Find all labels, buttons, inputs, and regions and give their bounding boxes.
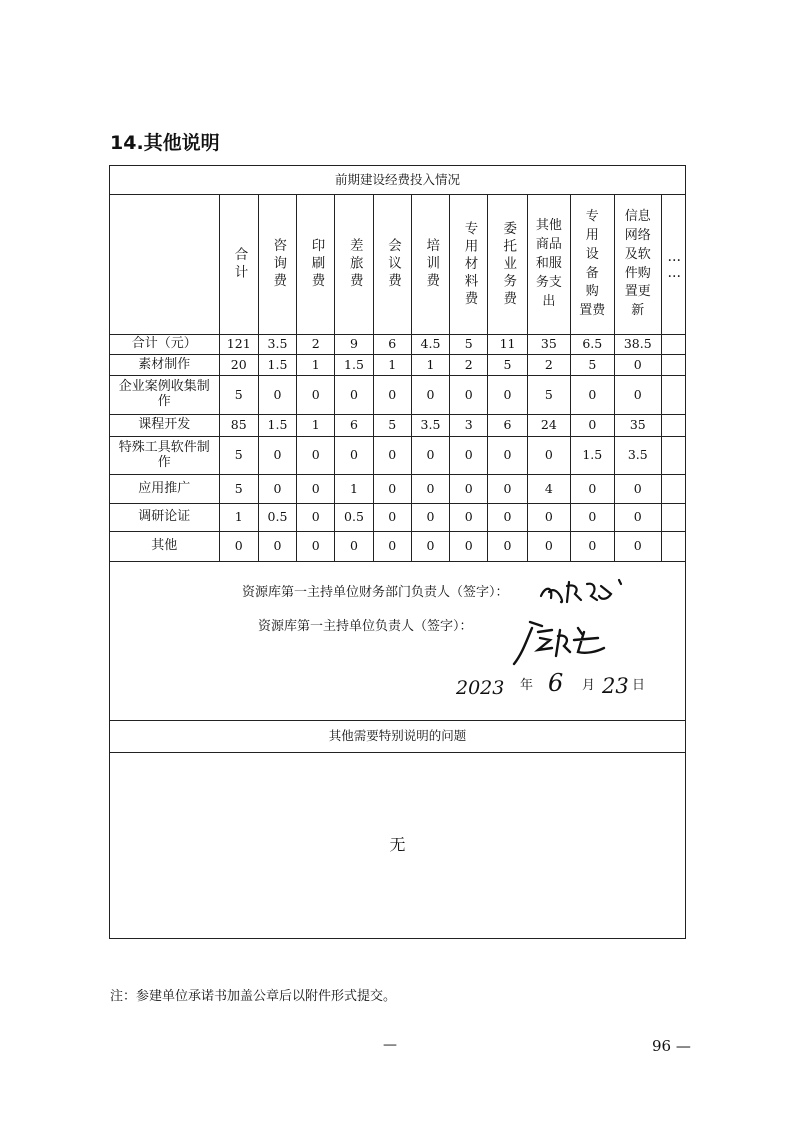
page-number: 96 — (652, 1037, 691, 1055)
table-cell: 0 (373, 437, 411, 475)
col-header-entrusted: 委托业务费 (488, 195, 527, 335)
table-cell: 6 (488, 415, 527, 437)
col-header-equipment: 专 用 设 备 购 置费 (571, 195, 614, 335)
col-header-training: 培训费 (411, 195, 449, 335)
table-cell: 3.5 (411, 415, 449, 437)
table-cell: 0 (258, 437, 296, 475)
table-cell: 0 (488, 532, 527, 562)
table-cell: 1 (219, 504, 258, 532)
table-cell: 1 (297, 415, 335, 437)
table-cell-empty (662, 504, 686, 532)
table-cell: 0 (450, 437, 488, 475)
table-row (110, 415, 686, 437)
table-row (110, 504, 686, 532)
table-cell: 2 (450, 355, 488, 376)
table-cell-empty (662, 437, 686, 475)
table-cell: 0 (411, 532, 449, 562)
table-cell: 9 (335, 335, 373, 355)
date-year: 2023 (456, 677, 505, 699)
table-cell: 0 (614, 504, 662, 532)
table-cell: 0 (258, 475, 296, 504)
table-cell: 1.5 (335, 355, 373, 376)
table-cell: 0 (488, 504, 527, 532)
table-cell: 0 (219, 532, 258, 562)
table-cell: 0 (488, 437, 527, 475)
table-cell: 0 (373, 475, 411, 504)
table-cell: 5 (488, 355, 527, 376)
date-yue: 月 (582, 678, 596, 693)
table-cell: 0 (373, 376, 411, 415)
table-cell: 11 (488, 335, 527, 355)
table-cell-empty (662, 376, 686, 415)
table-cell: 6 (335, 415, 373, 437)
table-cell: 5 (527, 376, 570, 415)
table-cell: 0 (411, 475, 449, 504)
table-cell: 5 (373, 415, 411, 437)
section-title: 14.其他说明 (110, 132, 220, 154)
col-header-total: 合计 (219, 195, 258, 335)
table-cell: 0 (297, 532, 335, 562)
footnote: 注：参建单位承诺书加盖公章后以附件形式提交。 (110, 989, 397, 1004)
date-month: 6 (548, 669, 564, 697)
table-cell: 1.5 (571, 437, 614, 475)
table-cell: 2 (527, 355, 570, 376)
table-cell: 0 (450, 504, 488, 532)
finance-signature-label: 资源库第一主持单位财务部门负责人（签字）： (242, 585, 509, 600)
signature-section (110, 562, 686, 721)
col-header-consult: 咨询费 (258, 195, 296, 335)
table-cell: 0 (258, 376, 296, 415)
table-cell: 6 (373, 335, 411, 355)
table-cell: 0.5 (258, 504, 296, 532)
col-header-travel: 差旅费 (335, 195, 373, 335)
table-cell: 0 (258, 532, 296, 562)
date-day: 23 (602, 674, 629, 698)
table-cell: 1.5 (258, 355, 296, 376)
row-label: 素材制作 (110, 355, 220, 376)
table-cell: 0 (411, 504, 449, 532)
table-cell: 0 (614, 355, 662, 376)
table-row (110, 437, 686, 475)
col-header-material: 专用材料费 (450, 195, 488, 335)
table-cell: 0 (450, 532, 488, 562)
table-cell: 0 (571, 415, 614, 437)
table-cell: 5 (571, 355, 614, 376)
table-row (110, 335, 686, 355)
table-cell: 0 (488, 475, 527, 504)
col-header-print: 印刷费 (297, 195, 335, 335)
row-label: 企业案例收集制作 (110, 376, 220, 415)
head-signature (508, 614, 608, 674)
table-cell: 20 (219, 355, 258, 376)
table-cell: 0 (335, 376, 373, 415)
table-cell-empty (662, 415, 686, 437)
table-cell: 0 (614, 532, 662, 562)
row-label: 应用推广 (110, 475, 220, 504)
other-section-header: 其他需要特别说明的问题 (110, 721, 686, 753)
col-header-ellipsis: …… (662, 195, 686, 335)
table-cell: 0 (571, 376, 614, 415)
other-section-content: 无 (110, 753, 686, 939)
table-cell: 0 (527, 437, 570, 475)
table-cell: 0 (614, 376, 662, 415)
head-signature-label: 资源库第一主持单位负责人（签字）： (258, 619, 473, 634)
table-cell: 6.5 (571, 335, 614, 355)
table-cell: 0 (411, 376, 449, 415)
table-cell: 24 (527, 415, 570, 437)
expense-table (109, 165, 686, 939)
table-cell: 3.5 (614, 437, 662, 475)
table-cell: 0.5 (335, 504, 373, 532)
table-cell: 0 (373, 532, 411, 562)
table-cell: 38.5 (614, 335, 662, 355)
table-cell: 0 (411, 437, 449, 475)
row-label: 特殊工具软件制作 (110, 437, 220, 475)
col-header-meeting: 会议费 (373, 195, 411, 335)
table-cell: 0 (335, 532, 373, 562)
table-cell: 0 (450, 376, 488, 415)
table-cell-empty (662, 475, 686, 504)
table-row (110, 532, 686, 562)
table-cell: 1 (297, 355, 335, 376)
row-label: 调研论证 (110, 504, 220, 532)
date-nian: 年 (520, 678, 534, 693)
table-cell: 0 (297, 376, 335, 415)
table-cell: 0 (571, 504, 614, 532)
table-cell: 0 (297, 475, 335, 504)
table-row (110, 355, 686, 376)
table-cell: 2 (297, 335, 335, 355)
table-cell: 0 (527, 504, 570, 532)
table-cell-empty (662, 532, 686, 562)
table-cell: 1 (411, 355, 449, 376)
table-cell: 0 (527, 532, 570, 562)
table-cell: 1 (335, 475, 373, 504)
table-header-title: 前期建设经费投入情况 (110, 166, 686, 195)
table-cell: 0 (571, 532, 614, 562)
table-cell: 5 (450, 335, 488, 355)
row-label: 合计（元） (110, 335, 220, 355)
table-cell: 3 (450, 415, 488, 437)
table-cell: 4.5 (411, 335, 449, 355)
table-cell: 0 (297, 504, 335, 532)
table-cell-empty (662, 355, 686, 376)
table-cell: 5 (219, 475, 258, 504)
finance-signature (535, 574, 630, 608)
table-cell: 85 (219, 415, 258, 437)
table-cell-empty (662, 335, 686, 355)
table-cell: 1 (373, 355, 411, 376)
table-cell: 0 (450, 475, 488, 504)
table-cell: 1.5 (258, 415, 296, 437)
table-cell: 0 (335, 437, 373, 475)
table-cell: 35 (614, 415, 662, 437)
corner-cell (110, 195, 220, 335)
col-header-it: 信息 网络 及软 件购 置更 新 (614, 195, 662, 335)
table-cell: 35 (527, 335, 570, 355)
table-row (110, 475, 686, 504)
table-cell: 5 (219, 376, 258, 415)
table-cell: 0 (488, 376, 527, 415)
table-cell: 4 (527, 475, 570, 504)
table-row (110, 376, 686, 415)
table-cell: 121 (219, 335, 258, 355)
table-cell: 0 (297, 437, 335, 475)
table-cell: 0 (373, 504, 411, 532)
date-ri: 日 (632, 678, 646, 693)
table-cell: 3.5 (258, 335, 296, 355)
table-cell: 0 (571, 475, 614, 504)
table-cell: 5 (219, 437, 258, 475)
row-label: 课程开发 (110, 415, 220, 437)
row-label: 其他 (110, 532, 220, 562)
page-dash: — (383, 1037, 397, 1053)
table-cell: 0 (614, 475, 662, 504)
col-header-other-goods: 其他 商品 和服 务支 出 (527, 195, 570, 335)
